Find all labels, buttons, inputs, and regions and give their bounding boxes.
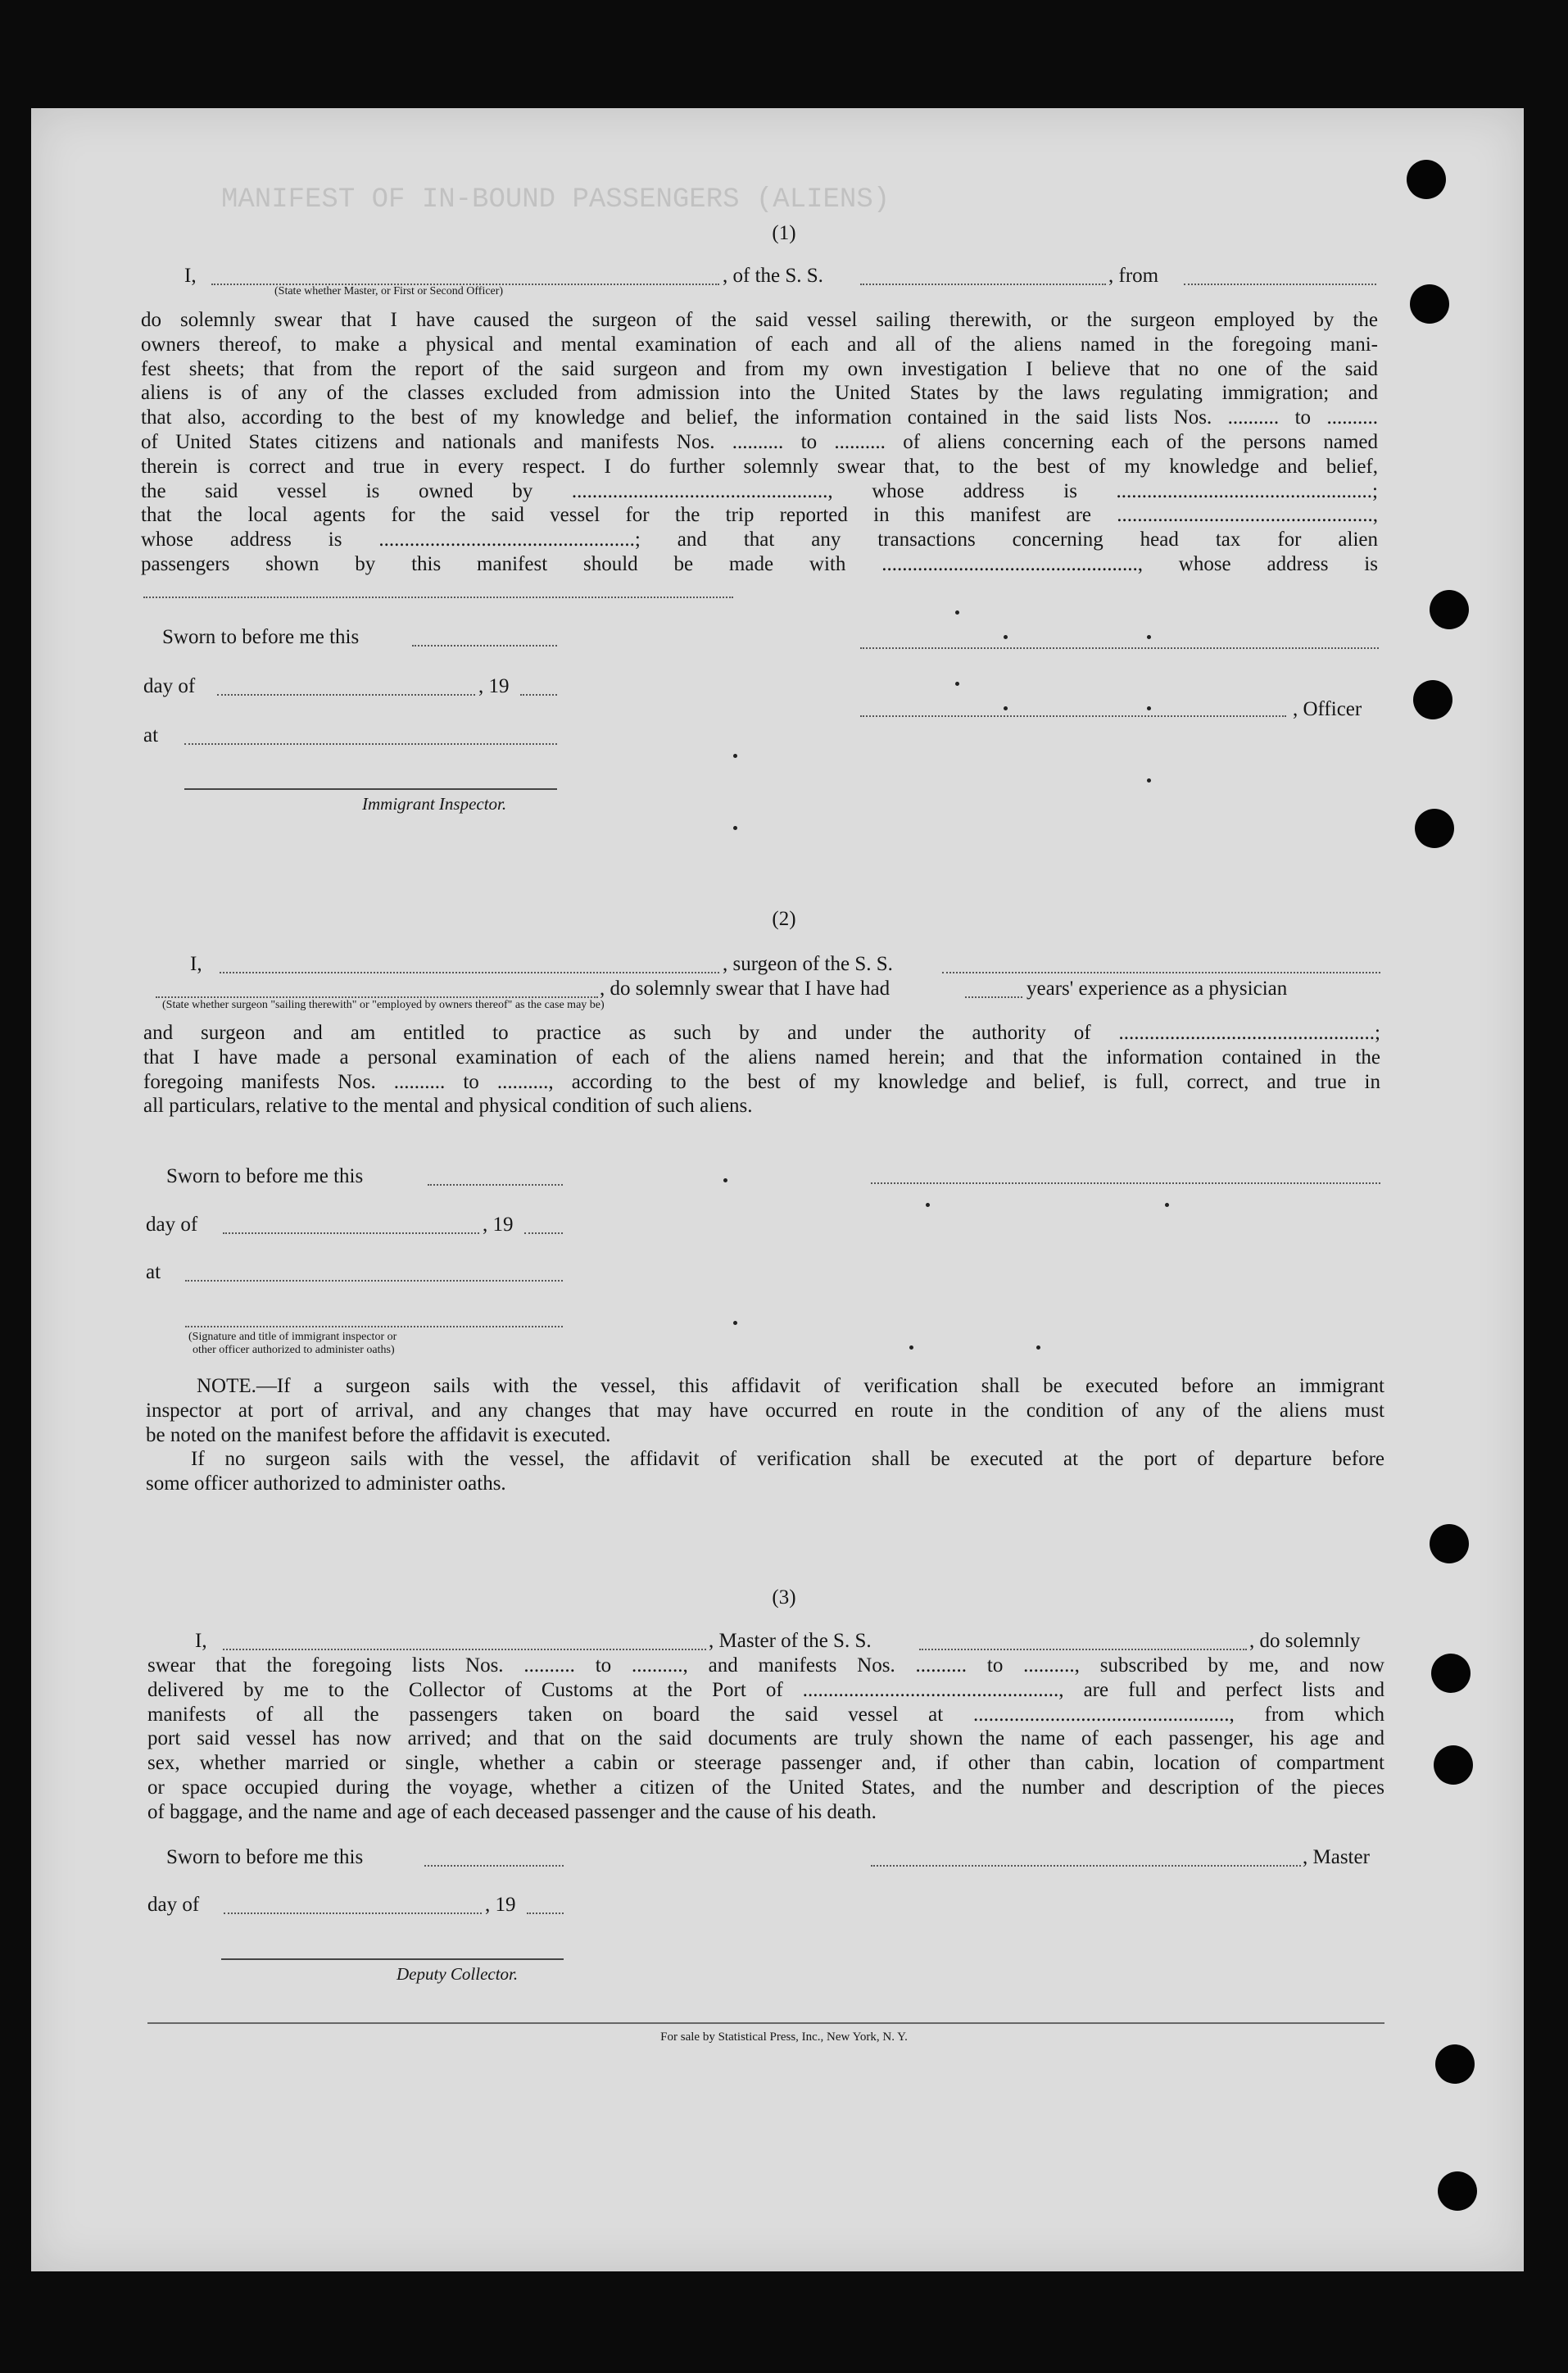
master-label: , Master: [1303, 1846, 1370, 1868]
section-3-oath-text: [147, 1654, 1384, 1825]
departure-port-field[interactable]: [1184, 284, 1376, 285]
oath-line: owners thereof, to make a physical and mental examination of each and all of the aliens named in the foregoing mani-: [141, 333, 1378, 356]
master-of-label: , Master of the S. S.: [709, 1630, 872, 1652]
vessel-name-field[interactable]: [860, 284, 1106, 285]
years-label: years' experience as a physician: [1026, 978, 1288, 1000]
bleed-through-header: MANIFEST OF IN-BOUND PASSENGERS (ALIENS): [221, 184, 890, 216]
section-2-sworn-label: Sworn to before me this: [166, 1165, 364, 1187]
oath-line: do solemnly swear that I have caused the surgeon of the said vessel sailing therewith, or the surgeon employed by the: [141, 309, 1378, 331]
note-line: some officer authorized to administer oaths.: [146, 1472, 506, 1495]
oath-line: fest sheets; that from the report of the said surgeon and from my own investigation I believe that no one of the said: [141, 357, 1378, 380]
section-1-year-label: , 19: [478, 675, 510, 697]
solemnly-label: , do solemnly: [1249, 1630, 1361, 1652]
officer-signature-line-2[interactable]: [860, 715, 1286, 717]
oath-line: manifests of all the passengers taken on board the said vessel at .................................................., from which: [147, 1703, 1384, 1726]
note-line: inspector at port of arrival, and any changes that may have occurred en route in the condition of any of the aliens must: [146, 1399, 1384, 1422]
oath-line: or space occupied during the voyage, whether a citizen of the United States, and the number and description of the pieces: [147, 1776, 1384, 1799]
punch-hole: [1434, 1745, 1473, 1785]
section-2-at-field[interactable]: [185, 1280, 563, 1282]
speck: [1147, 778, 1151, 783]
punch-hole: [1430, 1524, 1469, 1563]
surgeon-swear-label: , do solemnly swear that I have had: [600, 978, 890, 1000]
oath-line: swear that the foregoing lists Nos. .......... to .........., and manifests Nos. .......... to .........., subscribed by me, and now: [147, 1654, 1384, 1677]
oath-line: that the local agents for the said vessel for the trip reported in this manifest are ..................................................,: [141, 504, 1378, 527]
oath-line: all particulars, relative to the mental and physical condition of such aliens.: [143, 1095, 753, 1118]
oath-line: of baggage, and the name and age of each deceased passenger and the cause of his death.: [147, 1800, 877, 1823]
section-3-day-field[interactable]: [224, 1912, 482, 1914]
section-1-at-field[interactable]: [184, 743, 557, 745]
section-1-oath-text: [141, 308, 1378, 577]
speck: [1147, 635, 1151, 639]
speck: [1036, 1345, 1040, 1350]
punch-hole: [1410, 284, 1449, 324]
section-2-day-field[interactable]: [223, 1232, 479, 1234]
agent-address-continuation-field[interactable]: [143, 597, 733, 598]
section-2-number: (2): [772, 908, 796, 930]
speck: [909, 1345, 913, 1350]
speck: [955, 682, 959, 686]
section-1-number: (1): [772, 222, 796, 244]
section-3-number: (3): [772, 1586, 796, 1608]
section-1-year-field[interactable]: [520, 694, 557, 696]
punch-hole: [1413, 680, 1452, 719]
section-2-i-label: I,: [190, 953, 202, 975]
section-2-day-label: day of: [146, 1214, 198, 1236]
note-line: If no surgeon sails with the vessel, the affidavit of verification shall be executed at the port of departure before: [191, 1448, 1384, 1471]
speck: [1004, 635, 1008, 639]
section-3-vessel-field[interactable]: [919, 1649, 1247, 1650]
punch-hole: [1415, 809, 1454, 848]
punch-hole: [1438, 2171, 1477, 2211]
immigrant-inspector-label: Immigrant Inspector.: [362, 794, 507, 814]
speck: [955, 610, 959, 615]
speck: [723, 1178, 727, 1182]
oath-line: that also, according to the best of my knowledge and belief, the information contained in the said lists Nos. .......... to ..........: [141, 406, 1378, 429]
section-2-signature-field[interactable]: [185, 1326, 563, 1327]
section-3-year-field[interactable]: [527, 1912, 564, 1914]
section-2-oath-text: [143, 1021, 1380, 1118]
punch-hole: [1430, 590, 1469, 629]
section-2-note: [146, 1374, 1384, 1496]
oath-line: delivered by me to the Collector of Customs at the Port of .................................................., are full and perfect lists and: [147, 1678, 1384, 1701]
speck: [1004, 706, 1008, 710]
section-3-i-label: I,: [195, 1630, 207, 1652]
section-2-year-field[interactable]: [524, 1232, 563, 1234]
section-1-day-field[interactable]: [217, 694, 475, 696]
signature-note-line-2: other officer authorized to administer oaths): [193, 1344, 395, 1356]
oath-line: the said vessel is owned by .................................................., whose address is ..................................................;: [141, 479, 1378, 502]
oath-line: aliens is of any of the classes excluded from admission into the United States by the laws regulating immigration; and: [141, 382, 1378, 405]
section-3-sworn-label: Sworn to before me this: [166, 1846, 364, 1868]
printer-credit: For sale by Statistical Press, Inc., New York, N. Y.: [660, 2030, 908, 2044]
surgeon-name-field[interactable]: [220, 972, 719, 973]
section-3-day-label: day of: [147, 1894, 200, 1916]
punch-hole: [1431, 1654, 1471, 1693]
surgeon-of-label: , surgeon of the S. S.: [723, 953, 893, 975]
inspector-signature-line[interactable]: [184, 788, 557, 790]
officer-label: , Officer: [1293, 698, 1362, 720]
note-line: be noted on the manifest before the affidavit is executed.: [146, 1423, 611, 1446]
oath-line: passengers shown by this manifest should be made with .................................................., whose address is: [141, 552, 1378, 575]
officer-signature-line-1[interactable]: [860, 647, 1379, 649]
section-2-sworn-field[interactable]: [428, 1184, 563, 1186]
section-1-sworn-field[interactable]: [412, 645, 557, 647]
section-1-i-label: I,: [184, 265, 197, 287]
section-2-at-label: at: [146, 1261, 161, 1283]
surgeon-status-field[interactable]: [156, 996, 598, 998]
speck: [733, 1321, 737, 1325]
speck: [926, 1203, 930, 1207]
deputy-collector-signature-line[interactable]: [221, 1958, 564, 1960]
years-experience-field[interactable]: [965, 996, 1022, 998]
oath-line: foregoing manifests Nos. .......... to .........., according to the best of my knowledge and belief, is full, correct, and true in: [143, 1070, 1380, 1093]
section-2-vessel-field[interactable]: [942, 972, 1380, 973]
master-signature-line[interactable]: [871, 1865, 1301, 1867]
officer-rank-note: (State whether Master, or First or Second Officer): [274, 285, 504, 297]
note-line: NOTE.—If a surgeon sails with the vessel, this affidavit of verification shall be executed before an immigrant: [197, 1375, 1384, 1397]
section-2-year-label: , 19: [483, 1214, 514, 1236]
punch-hole: [1435, 2044, 1475, 2084]
section-3-sworn-field[interactable]: [424, 1865, 564, 1867]
section-1-sworn-label: Sworn to before me this: [162, 626, 360, 648]
footer-rule: [147, 2022, 1384, 2024]
surgeon-status-note: (State whether surgeon "sailing therewith" or "employed by owners thereof" as the case may be): [162, 999, 605, 1011]
oath-line: and surgeon and am entitled to practice as such by and under the authority of ..................................................;: [143, 1022, 1380, 1044]
section-1-day-label: day of: [143, 675, 196, 697]
oath-line: sex, whether married or single, whether a cabin or steerage passenger and, if other than cabin, location of compartment: [147, 1752, 1384, 1775]
section-3-year-label: , 19: [485, 1894, 516, 1916]
deputy-collector-label: Deputy Collector.: [397, 1964, 519, 1984]
signature-note-line-1: (Signature and title of immigrant inspector or: [188, 1331, 397, 1343]
from-label: , from: [1108, 265, 1159, 287]
speck: [1147, 706, 1151, 710]
surgeon-signature-line[interactable]: [871, 1182, 1380, 1184]
oath-line: whose address is ..................................................; and that any transactions concerning head tax for alien: [141, 529, 1378, 551]
oath-line: port said vessel has now arrived; and that on the said documents are truly shown the name of each passenger, his age and: [147, 1727, 1384, 1750]
speck: [733, 826, 737, 830]
punch-hole: [1407, 160, 1446, 199]
oath-line: of United States citizens and nationals and manifests Nos. .......... to .......... of aliens concerning each of the persons named: [141, 430, 1378, 453]
master-name-field[interactable]: [223, 1649, 706, 1650]
section-1-at-label: at: [143, 724, 159, 746]
of-ss-label: , of the S. S.: [723, 265, 823, 287]
speck: [733, 754, 737, 758]
oath-line: therein is correct and true in every respect. I do further solemnly swear that, to the best of my knowledge and belief,: [141, 455, 1378, 478]
speck: [1165, 1203, 1169, 1207]
oath-line: that I have made a personal examination of each of the aliens named herein; and that the information contained in the: [143, 1046, 1380, 1069]
